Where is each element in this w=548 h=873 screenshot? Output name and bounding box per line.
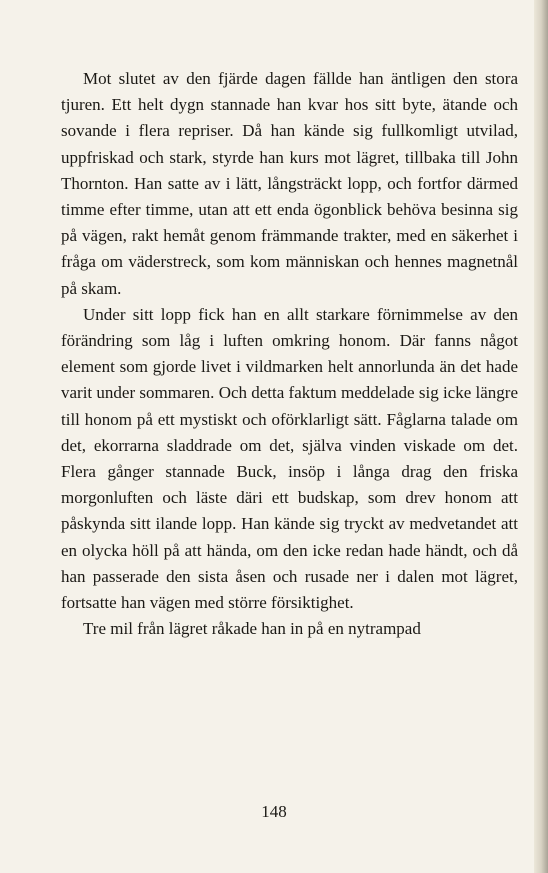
body-text (61, 66, 518, 642)
page-number: 148 (261, 802, 287, 821)
paragraph-2: Under sitt lopp fick han en allt starkare förnimmelse av den förändring som låg i luften omkring honom. Där fanns något element som gjorde livet i vildmarken helt annorlunda än det hade varit under sommaren. Och detta faktum meddelade sig icke längre till honom på ett mystiskt och oförklarligt sätt. Fåglarna talade om det, ekorrarna sladdrade om det, själva vinden viskade om det. Flera gånger stannade Buck, insöp i långa drag den friska morgonluften och läste däri ett budskap, som drev honom att påskynda sitt ilande lopp. Han kände sig tryckt av medvetandet att en olycka höll på att hända, om den icke redan hade händt, och då han passerade den sista åsen och rusade ner i dalen mot lägret, fortsatte han vägen med större försiktighet. (61, 304, 518, 613)
page-edge (534, 0, 548, 873)
paragraph-1: Mot slutet av den fjärde dagen fällde han äntligen den stora tjuren. Ett helt dygn stannade han kvar hos sitt byte, ätande och sovande i flera repriser. Då han kände sig fullkomligt utvilad, uppfriskad och stark, styrde han kurs mot lägret, tillbaka till John Thornton. Han satte av i lätt, långsträckt lopp, och fortfor därmed timme efter timme, utan att ett enda ögonblick behöva besinna sig på vägen, rakt hemåt genom främmande trakter, med en säkerhet i fråga om väderstreck, som kom människan och hennes magnetnål på skam. (61, 69, 518, 298)
paragraph-3: Tre mil från lägret råkade han in på en nytrampad (83, 619, 421, 639)
